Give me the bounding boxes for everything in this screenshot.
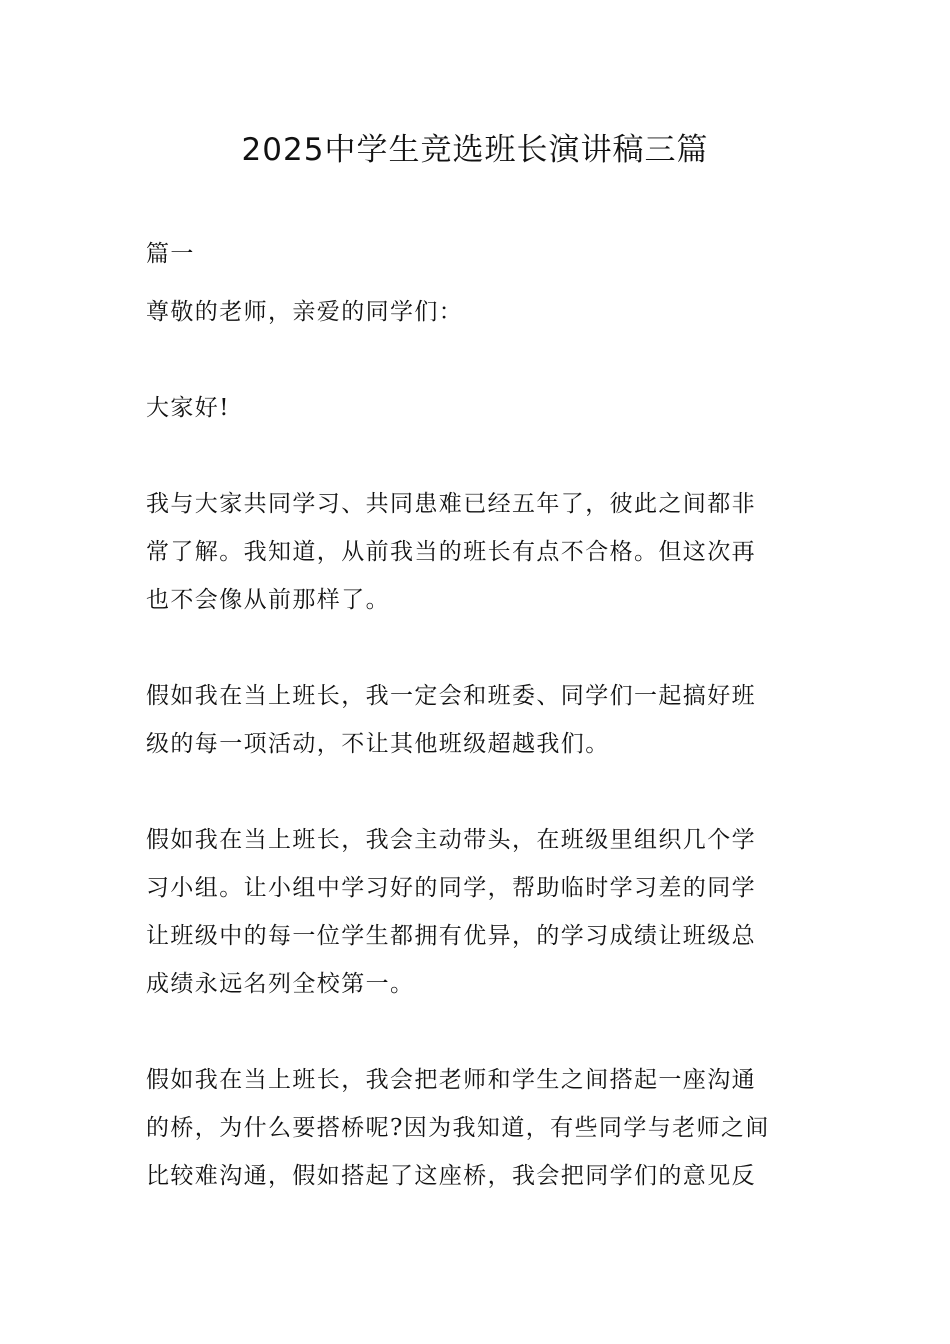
paragraph-4 xyxy=(146,816,810,1008)
paragraph-line: 习小组。让小组中学习好的同学，帮助临时学习差的同学 xyxy=(146,875,756,901)
paragraph-5 xyxy=(146,1056,810,1200)
paragraph-line: 成绩永远名列全校第一。 xyxy=(146,971,415,997)
salutation: 尊敬的老师，亲爱的同学们： xyxy=(146,299,464,325)
paragraph-1 xyxy=(146,384,810,432)
paragraph-line: 我与大家共同学习、共同患难已经五年了，彼此之间都非 xyxy=(146,491,756,517)
paragraph-3 xyxy=(146,672,810,768)
paragraph-line: 的桥，为什么要搭桥呢?因为我知道，有些同学与老师之间 xyxy=(146,1115,770,1141)
paragraph-2 xyxy=(146,480,810,624)
paragraph-line: 也不会像从前那样了。 xyxy=(146,587,390,613)
paragraph-line: 大家好! xyxy=(146,395,230,421)
paragraph-line: 假如我在当上班长，我会把老师和学生之间搭起一座沟通 xyxy=(146,1067,756,1093)
section-label: 篇一 xyxy=(146,241,195,267)
document-title: 2025中学生竞选班长演讲稿三篇 xyxy=(241,132,709,168)
paragraph-line: 级的每一项活动，不让其他班级超越我们。 xyxy=(146,731,610,757)
paragraph-line: 假如我在当上班长，我会主动带头，在班级里组织几个学 xyxy=(146,827,756,853)
paragraph-line: 常了解。我知道，从前我当的班长有点不合格。但这次再 xyxy=(146,539,756,565)
document-body xyxy=(146,230,810,1248)
paragraph-line: 假如我在当上班长，我一定会和班委、同学们一起搞好班 xyxy=(146,683,756,709)
paragraph-line: 让班级中的每一位学生都拥有优异，的学习成绩让班级总 xyxy=(146,923,756,949)
paragraph-line: 比较难沟通，假如搭起了这座桥，我会把同学们的意见反 xyxy=(146,1163,756,1189)
